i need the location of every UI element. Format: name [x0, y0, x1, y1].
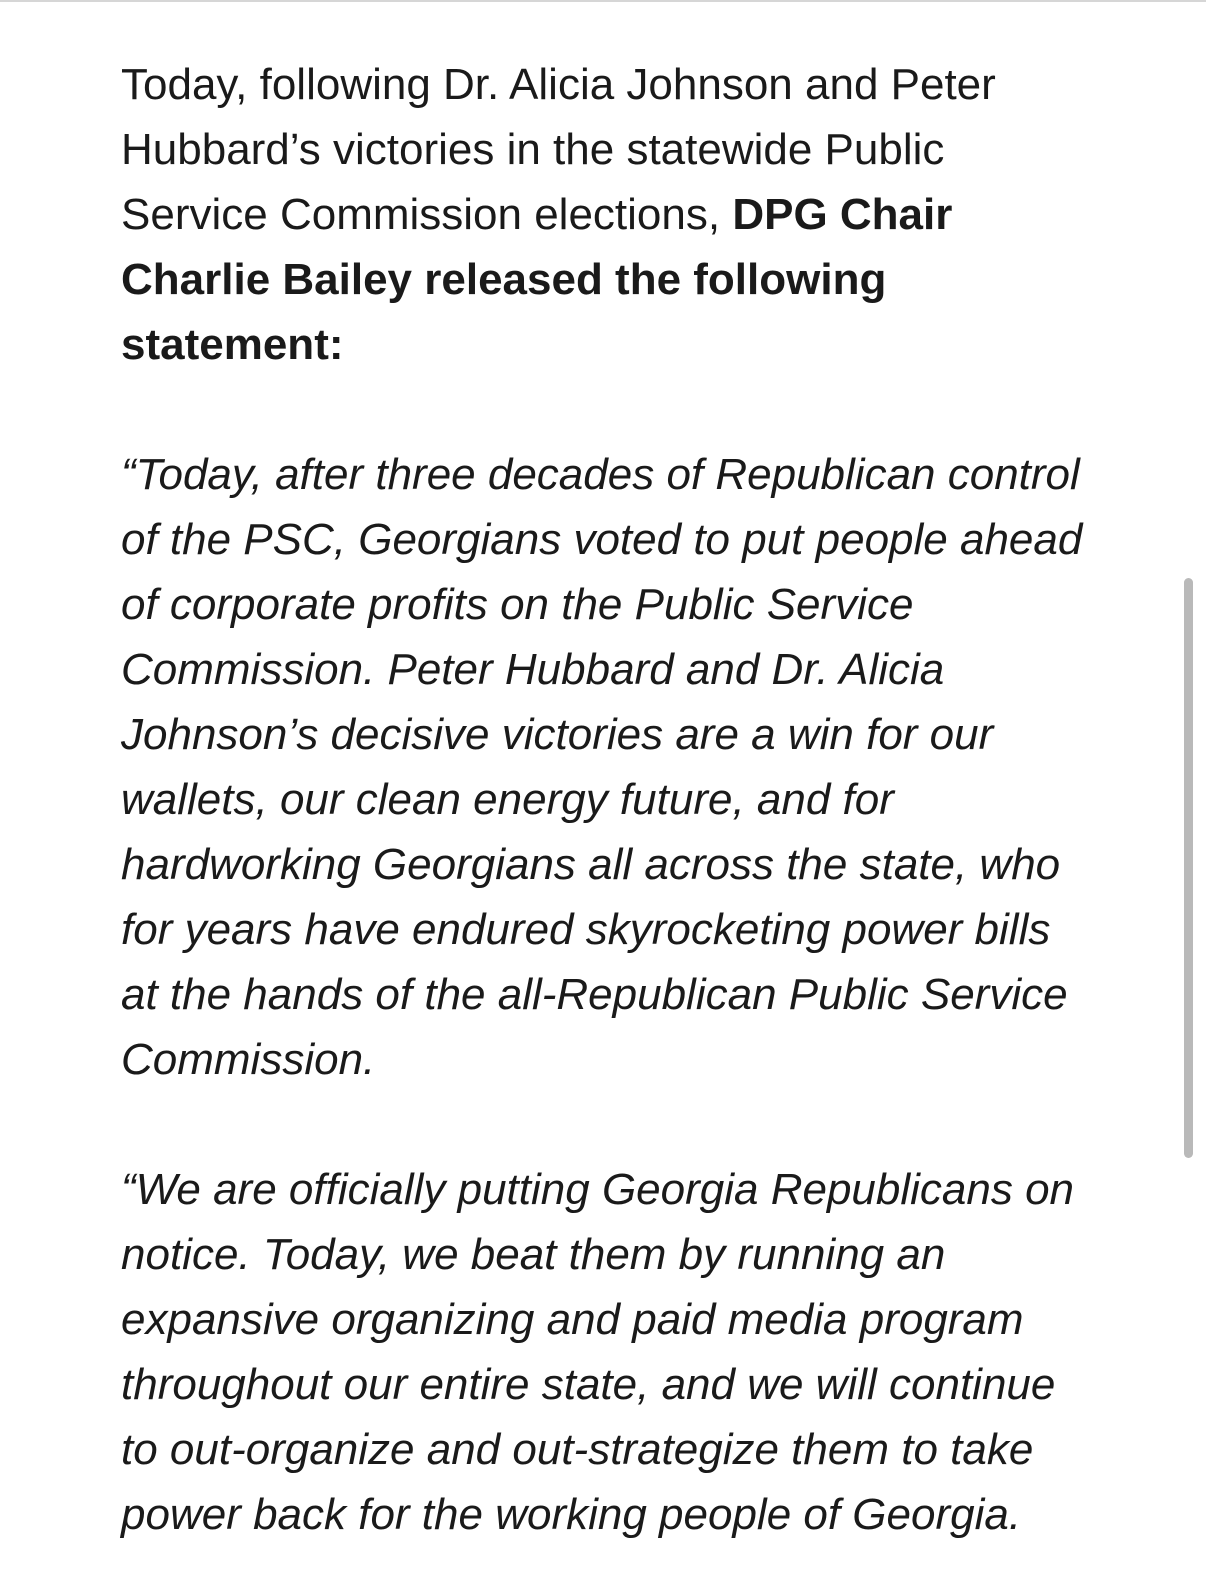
quote-paragraph-2: “We are officially putting Georgia Republicans on notice. Today, we beat them by running an expansive organizing and paid media program throughout our entire state, and we will continue to out-organize and out-strategize them to take power back for the working people of Georgia.: [121, 1165, 1075, 1539]
intro-text: Today, following Dr. Alicia Johnson and Peter Hubbard’s victories in the statewide Public Service Commission elections,: [121, 60, 996, 239]
intro-bold-text: DPG Chair Charlie Bailey released the following statement:: [121, 190, 953, 369]
top-divider: [0, 0, 1206, 2]
scrollbar-thumb[interactable]: [1184, 578, 1193, 1158]
intro-paragraph: [121, 52, 1096, 377]
quote-paragraph-1: “Today, after three decades of Republican control of the PSC, Georgians voted to put people ahead of corporate profits on the Public Service Commission. Peter Hubbard and Dr. Alicia Johnson’s decisive victories are a win for our wallets, our clean energy future, and for hardworking Georgians all across the state, who for years have endured skyrocketing power bills at the hands of the all-Republican Public Service Commission.: [121, 450, 1083, 1084]
article-body: [121, 52, 1096, 1547]
